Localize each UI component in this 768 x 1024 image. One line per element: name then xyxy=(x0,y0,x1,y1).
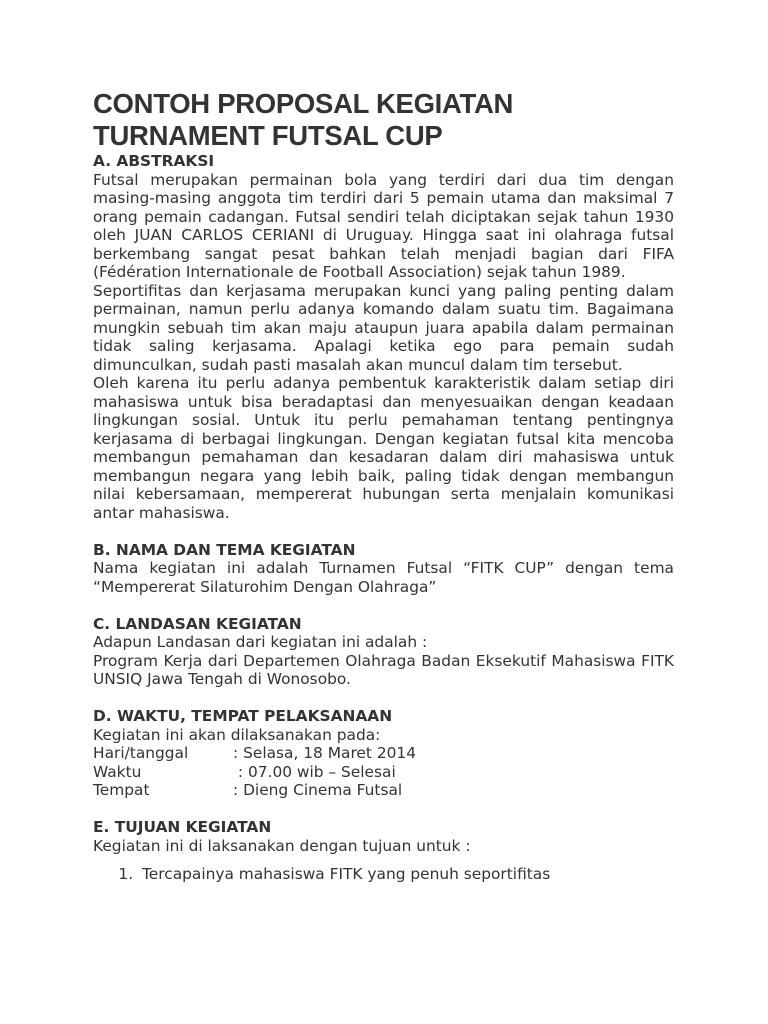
schedule-value: : Dieng Cinema Futsal xyxy=(233,781,403,799)
list-item: 1. Tercapainya mahasiswa FITK yang penuh seportifitas xyxy=(138,865,674,884)
schedule-key: Tempat xyxy=(93,781,150,799)
schedule-key: Hari/tanggal xyxy=(93,744,189,762)
section-d-intro: Kegiatan ini akan dilaksanakan pada: xyxy=(93,725,381,744)
schedule-value: : Selasa, 18 Maret 2014 xyxy=(233,744,416,762)
section-b-heading: B. NAMA DAN TEMA KEGIATAN xyxy=(93,540,356,559)
schedule-row-place xyxy=(93,781,674,800)
schedule-key: Waktu xyxy=(93,762,142,781)
schedule-value: : 07.00 wib – Selesai xyxy=(233,762,396,781)
goals-list xyxy=(93,865,674,884)
section-e-intro: Kegiatan ini di laksanakan dengan tujuan untuk : xyxy=(93,836,471,855)
document-title xyxy=(93,88,674,152)
section-d-heading: D. WAKTU, TEMPAT PELAKSANAAN xyxy=(93,707,393,725)
spacer xyxy=(93,800,674,819)
section-c-heading: C. LANDASAN KEGIATAN xyxy=(93,614,302,633)
section-a-heading: A. ABSTRAKSI xyxy=(93,152,215,170)
title-line-1: CONTOH PROPOSAL KEGIATAN xyxy=(93,88,514,119)
section-c-intro: Adapun Landasan dari kegiatan ini adalah : xyxy=(93,633,428,651)
section-c-text: Program Kerja dari Departemen Olahraga Badan Eksekutif Mahasiswa FITK UNSIQ Jawa Tengah di Wonosobo. xyxy=(93,651,674,688)
section-a-paragraph-2: Seportifitas dan kerjasama merupakan kunci yang paling penting dalam permainan, namun perlu adanya komando dalam suatu tim. Bagaimana mungkin sebuah tim akan maju ataupun juara apabila dalam permainan tidak saling kerjasama. Apalagi ketika ego para pemain sudah dimunculkan, sudah pasti masalah akan muncul dalam tim tersebut. xyxy=(93,281,674,374)
section-a-paragraph-1: Futsal merupakan permainan bola yang terdiri dari dua tim dengan masing-masing anggota tim terdiri dari 5 pemain utama dan maksimal 7 orang pemain cadangan. Futsal sendiri telah diciptakan sejak tahun 1930 oleh JUAN CARLOS CERIANI di Uruguay. Hingga saat ini olahraga futsal berkembang sangat pesat bahkan telah menjadi bagian dari FIFA (Fédération Internationale de Football Association) sejak tahun 1989. xyxy=(93,170,674,281)
section-e-heading: E. TUJUAN KEGIATAN xyxy=(93,818,272,836)
schedule-row-time xyxy=(93,763,674,782)
document-page xyxy=(93,88,674,884)
spacer xyxy=(93,522,674,541)
section-b-text: Nama kegiatan ini adalah Turnamen Futsal “FITK CUP” dengan tema “Mempererat Silaturohim Dengan Olahraga” xyxy=(93,559,674,596)
section-a-paragraph-3: Oleh karena itu perlu adanya pembentuk karakteristik dalam setiap diri mahasiswa untuk bisa beradaptasi dan menyesuaikan dengan keadaan lingkungan sosial. Untuk itu perlu pemahaman tentang pentingnya kerjasama di berbagai lingkungan. Dengan kegiatan futsal kita mencoba membangun pemahaman dan kesadaran dalam diri mahasiswa untuk membangun negara yang lebih baik, paling tidak dengan membangun nilai kebersamaan, mempererat hubungan serta menjalain komunikasi antar mahasiswa. xyxy=(93,374,674,522)
title-line-2: TURNAMENT FUTSAL CUP xyxy=(93,120,443,151)
spacer xyxy=(93,689,674,708)
schedule-row-date xyxy=(93,744,674,763)
spacer xyxy=(93,596,674,615)
